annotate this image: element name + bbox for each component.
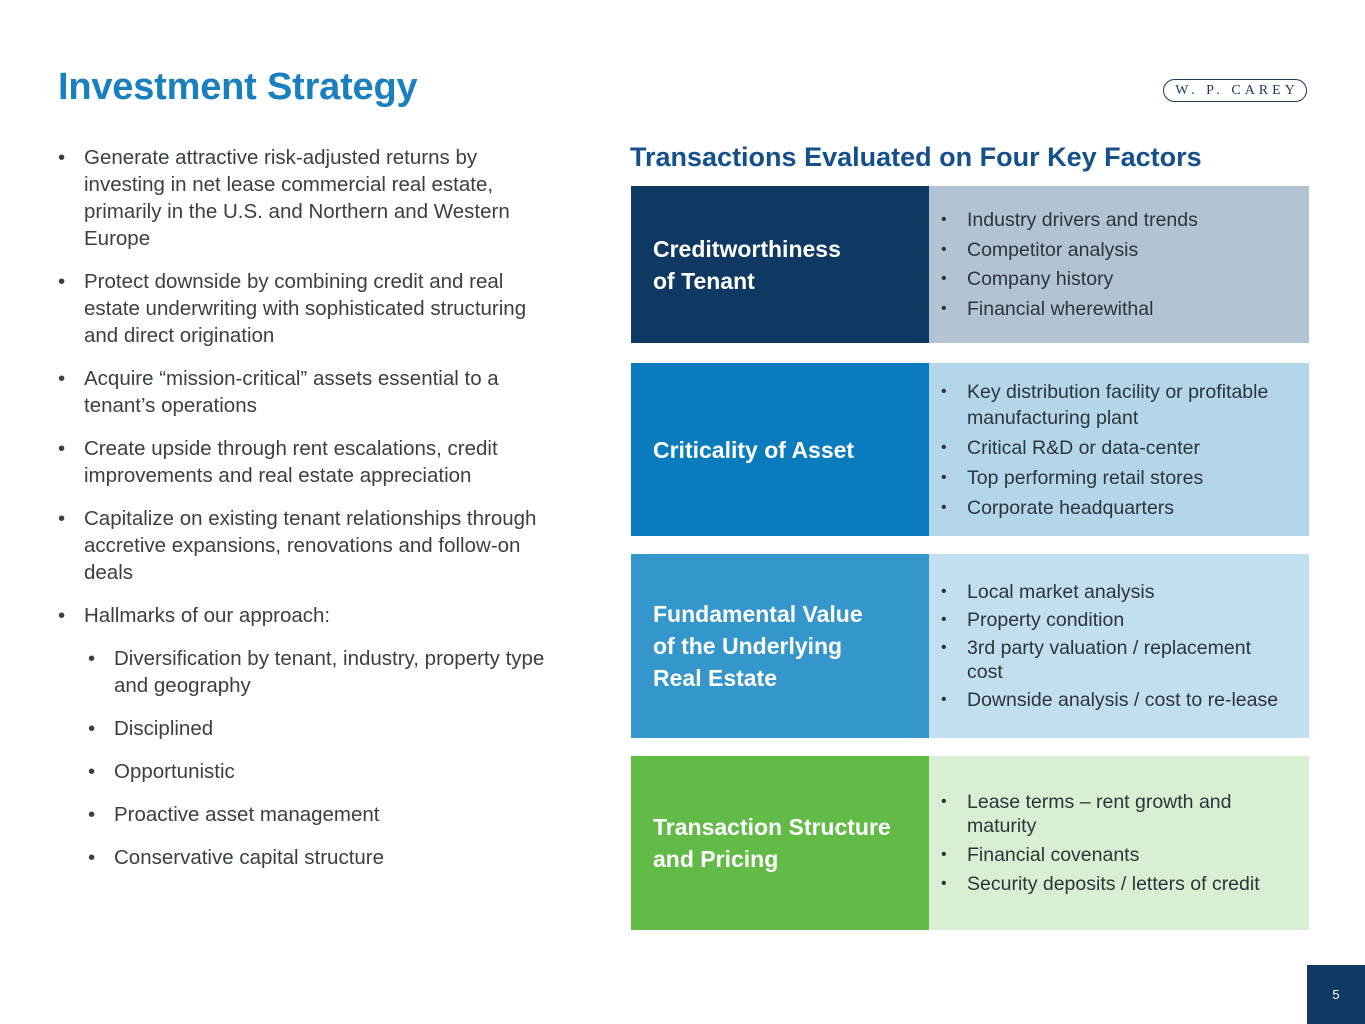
factor-label (631, 756, 929, 930)
factor-detail-item: • Corporate headquarters (941, 495, 1289, 521)
factor-label-line: of the Underlying (653, 633, 843, 659)
factor-detail-item: • Key distribution facility or profitable manufacturing plant (941, 379, 1289, 431)
factor-detail-item: • Industry drivers and trends (941, 208, 1289, 232)
factor-detail-item: • Downside analysis / cost to re-lease (941, 688, 1289, 712)
factor-label-line: Real Estate (653, 665, 778, 691)
factor-detail-item: • Financial covenants (941, 843, 1289, 867)
company-logo: W. P. CAREY (1163, 79, 1307, 102)
factor-details (929, 756, 1309, 930)
factor-label-line: Criticality of Asset (653, 436, 855, 463)
factor-criticality (631, 363, 1309, 536)
hallmark-item: • Disciplined (88, 715, 558, 742)
factor-creditworthiness (631, 186, 1309, 343)
strategy-item: • Protect downside by combining credit and real estate underwriting with sophisticated structuring and direct origination (58, 268, 558, 349)
factor-label (631, 363, 929, 536)
factor-detail-item: • Competitor analysis (941, 238, 1289, 262)
factor-transaction-structure (631, 756, 1309, 930)
factor-detail-item: • Security deposits / letters of credit (941, 872, 1289, 896)
factor-label-line: of Tenant (653, 267, 755, 294)
factor-detail-item: • Property condition (941, 608, 1289, 632)
factor-label-line: and Pricing (653, 846, 779, 872)
investment-strategy-list (58, 144, 558, 887)
factor-detail-item: • Critical R&D or data-center (941, 435, 1289, 461)
strategy-item: • Capitalize on existing tenant relationships through accretive expansions, renovations and follow-on deals (58, 505, 558, 586)
factors-section-title: Transactions Evaluated on Four Key Factors (630, 142, 1202, 172)
factor-label (631, 554, 929, 738)
hallmarks-list (88, 645, 558, 871)
factor-detail-item: • Company history (941, 267, 1289, 291)
factor-detail-item: • 3rd party valuation / replacement cost (941, 636, 1289, 684)
factor-fundamental-value (631, 554, 1309, 738)
factor-details (929, 554, 1309, 738)
hallmark-item: • Conservative capital structure (88, 844, 558, 871)
page-title: Investment Strategy (58, 66, 418, 108)
factor-detail-item: • Lease terms – rent growth and maturity (941, 790, 1289, 838)
factor-label-line: Transaction Structure (653, 814, 891, 840)
strategy-item-hallmarks (58, 602, 558, 871)
factor-details (929, 363, 1309, 536)
factor-detail-item: • Top performing retail stores (941, 465, 1289, 491)
factor-details (929, 186, 1309, 343)
factor-detail-item: • Financial wherewithal (941, 297, 1289, 321)
factor-label-line: Creditworthiness (653, 235, 841, 262)
page-number: 5 (1307, 965, 1365, 1024)
factor-label (631, 186, 929, 343)
strategy-item: • Acquire “mission-critical” assets essential to a tenant’s operations (58, 365, 558, 419)
strategy-item: • Create upside through rent escalations, credit improvements and real estate appreciation (58, 435, 558, 489)
factor-detail-item: • Local market analysis (941, 580, 1289, 604)
hallmark-item: • Diversification by tenant, industry, property type and geography (88, 645, 558, 699)
strategy-item: • Generate attractive risk-adjusted returns by investing in net lease commercial real estate, primarily in the U.S. and Northern and Western Europe (58, 144, 558, 252)
hallmarks-heading: Hallmarks of our approach: (84, 604, 331, 627)
hallmark-item: • Opportunistic (88, 758, 558, 785)
factor-label-line: Fundamental Value (653, 601, 863, 627)
hallmark-item: • Proactive asset management (88, 801, 558, 828)
